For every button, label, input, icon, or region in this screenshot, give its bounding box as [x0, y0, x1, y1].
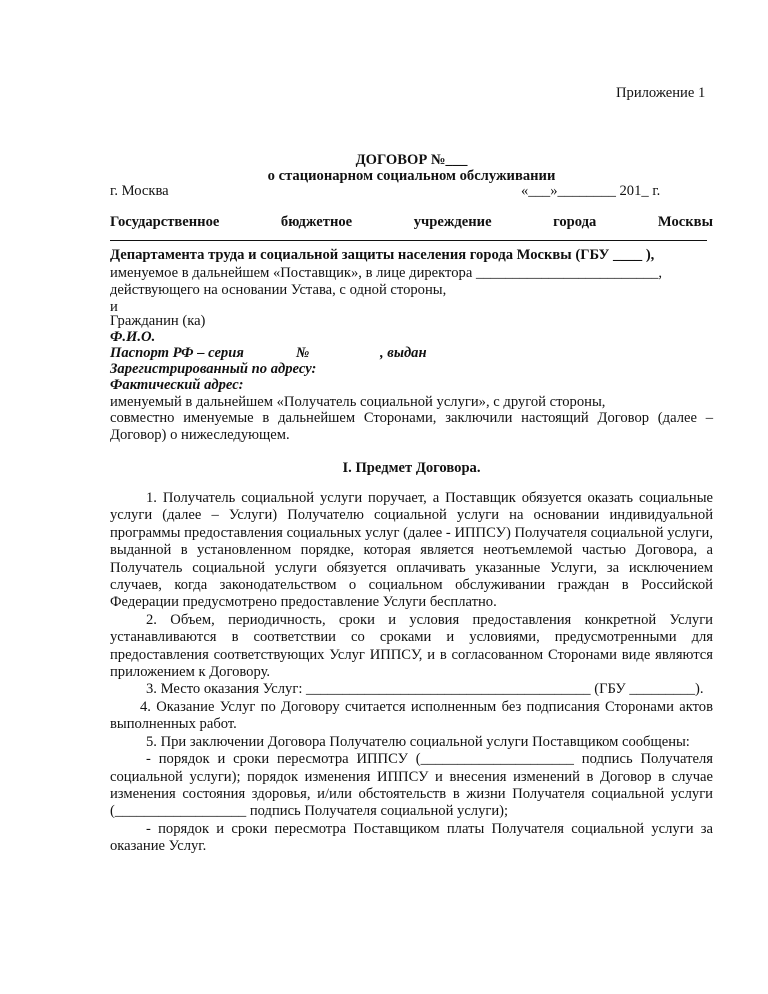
- provider-department: Департамента труда и социальной защиты населения города Москвы (ГБУ ____ ),: [110, 247, 655, 263]
- clause-3: 3. Место оказания Услуг: _______________________________________ (ГБУ _________).: [146, 681, 704, 698]
- provider-word: бюджетное: [280, 214, 353, 230]
- clause-4: 4. Оказание Услуг по Договору считается исполненным без подписания Сторонами актов выполненных работ.: [110, 698, 713, 733]
- clause-5: 5. При заключении Договора Получателю социальной услуги Поставщиком сообщены:: [146, 733, 690, 750]
- parties-jointly: совместно именуемые в дальнейшем Сторонами, заключили настоящий Договор (далее – Договор) о нижеследующем.: [110, 410, 713, 443]
- section-body: [110, 490, 713, 856]
- provider-acting: действующего на основании Устава, с одной стороны,: [110, 282, 447, 298]
- citizen-named: именуемый в дальнейшем «Получатель социальной услуги», с другой стороны,: [110, 394, 606, 410]
- clause-2: 2. Объем, периодичность, сроки и условия предоставления конкретной Услуги устанавливаются в соответствии со сроками и условиями, предусмотренными для предоставления соответствующих Услуг ИППСУ, и в согласованном Сторонами виде являются приложением к Договору.: [110, 611, 713, 681]
- appendix-label: Приложение 1: [616, 85, 706, 101]
- provider-word: Государственное: [110, 214, 220, 230]
- citizen-fio: Ф.И.О.: [110, 329, 156, 345]
- contract-title: ДОГОВОР №___: [355, 152, 468, 168]
- clause-5b: - порядок и сроки пересмотра Поставщиком платы Получателя социальной услуги за оказание Услуг.: [110, 820, 713, 855]
- passport-number: №: [296, 345, 310, 361]
- registered-address: Зарегистрированный по адресу:: [110, 361, 317, 377]
- contract-date: «___»________ 201_ г.: [521, 183, 661, 199]
- provider-word: города: [553, 214, 597, 230]
- city: г. Москва: [110, 183, 169, 199]
- provider-word: Москвы: [657, 214, 713, 230]
- citizen-label: Гражданин (ка): [110, 313, 206, 329]
- actual-address: Фактический адрес:: [110, 377, 244, 393]
- and-label: и: [110, 299, 118, 315]
- passport-issued: , выдан: [380, 345, 427, 361]
- clause-1: 1. Получатель социальной услуги поручает, а Поставщик обязуется оказать социальные услуги (далее – Услуги) Получателю социальной услуги на основании индивидуальной программы предоставления социальных услуг (далее - ИППСУ) Получателя социальной услуги, выданной в установленном порядке, которая является неотъемлемой частью Договора, а Получатель социальной услуги обязуется оплачивать указанные Услуги, за исключением случаев, когда законодательством о социальном обслуживании граждан в Российской Федерации предусмотрено предоставление Услуги бесплатно.: [110, 490, 713, 611]
- provider-blank-line: [110, 226, 707, 241]
- contract-subtitle: о стационарном социальном обслуживании: [267, 168, 556, 184]
- section-title: I. Предмет Договора.: [342, 460, 481, 476]
- clause-5a: - порядок и сроки пересмотра ИППСУ (_____________________ подпись Получателя социальной услуги); порядок изменения ИППСУ и внесения изменений в Договор в случае изменения состояния здоровья, и/или обстоятельств в жизни Получателя социальной услуги (__________________ подпись Получателя социальной услуги);: [110, 751, 713, 820]
- passport-series: Паспорт РФ – серия: [110, 345, 244, 361]
- provider-named: именуемое в дальнейшем «Поставщик», в лице директора _________________________,: [110, 265, 663, 281]
- provider-word: учреждение: [413, 214, 492, 230]
